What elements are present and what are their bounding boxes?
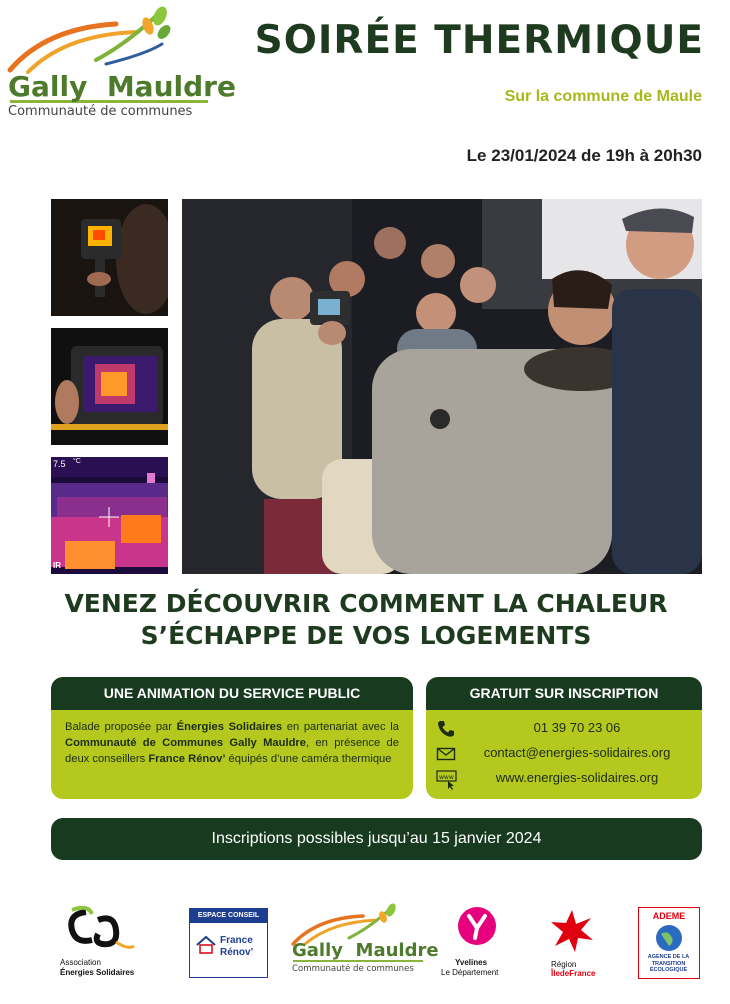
community-name: Communauté de Communes Gally Mauldre (65, 737, 306, 749)
group-photo (182, 199, 702, 574)
thermal-camera-photo-1 (51, 199, 168, 316)
phone-icon (436, 720, 456, 738)
phone-row[interactable] (426, 718, 702, 740)
registration-box (426, 677, 702, 799)
region-star-icon (549, 908, 595, 954)
web-icon (436, 770, 456, 788)
public-service-box (51, 677, 413, 799)
mail-icon (436, 745, 456, 763)
text-part: équipés d’une caméra thermique (225, 753, 392, 765)
ademe-tagline (639, 954, 698, 974)
thermal-mode: IR (53, 561, 61, 570)
gally-mauldre-logo (6, 4, 236, 122)
logo-name-small: Gally Mauldre (292, 940, 439, 961)
advisors-name: France Rénov’ (148, 753, 226, 765)
region-line1: Région (551, 960, 577, 969)
ademe-tag1: AGENCE DE LA (647, 954, 690, 960)
ademe-tag2: TRANSITION (651, 960, 686, 967)
thermal-image-photo-3 (51, 457, 168, 574)
text-part: , en présence de deux conseillers (65, 737, 399, 765)
registration-title: GRATUIT SUR INSCRIPTION (426, 677, 702, 710)
france-renov-name1: France (220, 935, 253, 946)
yvelines-line2: Le Département (441, 968, 499, 977)
website-url[interactable]: www.energies-solidaires.org (495, 770, 659, 785)
headline-line-2: S’ÉCHAPPE DE VOS LOGEMENTS (140, 621, 592, 650)
email-address[interactable]: contact@energies-solidaires.org (483, 745, 671, 760)
thermal-temperature: 7.5 (53, 459, 66, 469)
region-defrance: deFrance (559, 969, 596, 978)
registration-body (426, 710, 702, 799)
ademe-tag3: ÉCOLOGIQUE (649, 967, 688, 973)
region-ile: Île (551, 969, 560, 978)
registration-deadline-banner: Inscriptions possibles jusqu’au 15 janvier 2024 (51, 818, 702, 860)
text-part: en partenariat avec la (282, 721, 399, 733)
globe-icon (655, 924, 683, 952)
text-part: Balade proposée par (65, 721, 177, 733)
house-icon (195, 935, 217, 955)
public-service-body (51, 710, 413, 799)
svg-text:www: www (439, 774, 454, 781)
ademe-name: ADEME (652, 911, 686, 921)
logo-name: Gally Mauldre (8, 70, 236, 103)
commune-subtitle: Sur la commune de Maule (504, 88, 702, 105)
energies-solidaires-logo (58, 906, 142, 980)
energies-solidaires-icon (58, 906, 142, 956)
logo-subtitle-small: Communauté de communes (292, 964, 414, 974)
phone-number[interactable]: 01 39 70 23 06 (533, 720, 621, 735)
yvelines-icon (457, 906, 497, 946)
region-idf-logo (545, 908, 605, 980)
email-row[interactable] (426, 743, 702, 765)
gally-mauldre-bottom-logo (291, 902, 439, 982)
france-renov-logo (189, 908, 268, 978)
ademe-logo (638, 907, 700, 979)
public-service-title: UNE ANIMATION DU SERVICE PUBLIC (51, 677, 413, 710)
thermal-unit: °C (73, 458, 81, 465)
region-line2 (551, 969, 595, 978)
energies-solidaires-line2: Énergies Solidaires (60, 968, 135, 977)
logo-subtitle: Communauté de communes (8, 104, 193, 119)
headline (40, 588, 692, 652)
org-name: Énergies Solidaires (176, 721, 283, 733)
yvelines-logo (441, 906, 513, 980)
public-service-text (65, 710, 399, 767)
france-renov-top: ESPACE CONSEIL (190, 909, 267, 923)
yvelines-line1: Yvelines (455, 958, 488, 967)
france-renov-name2: Rénov’ (220, 947, 254, 958)
event-date: Le 23/01/2024 de 19h à 20h30 (466, 146, 702, 165)
headline-line-1: VENEZ DÉCOUVRIR COMMENT LA CHALEUR (64, 589, 668, 618)
thermal-camera-photo-2 (51, 328, 168, 445)
page-title: SOIRÉE THERMIQUE (254, 18, 704, 63)
website-row[interactable] (426, 768, 702, 790)
energies-solidaires-line1: Association (60, 958, 101, 967)
